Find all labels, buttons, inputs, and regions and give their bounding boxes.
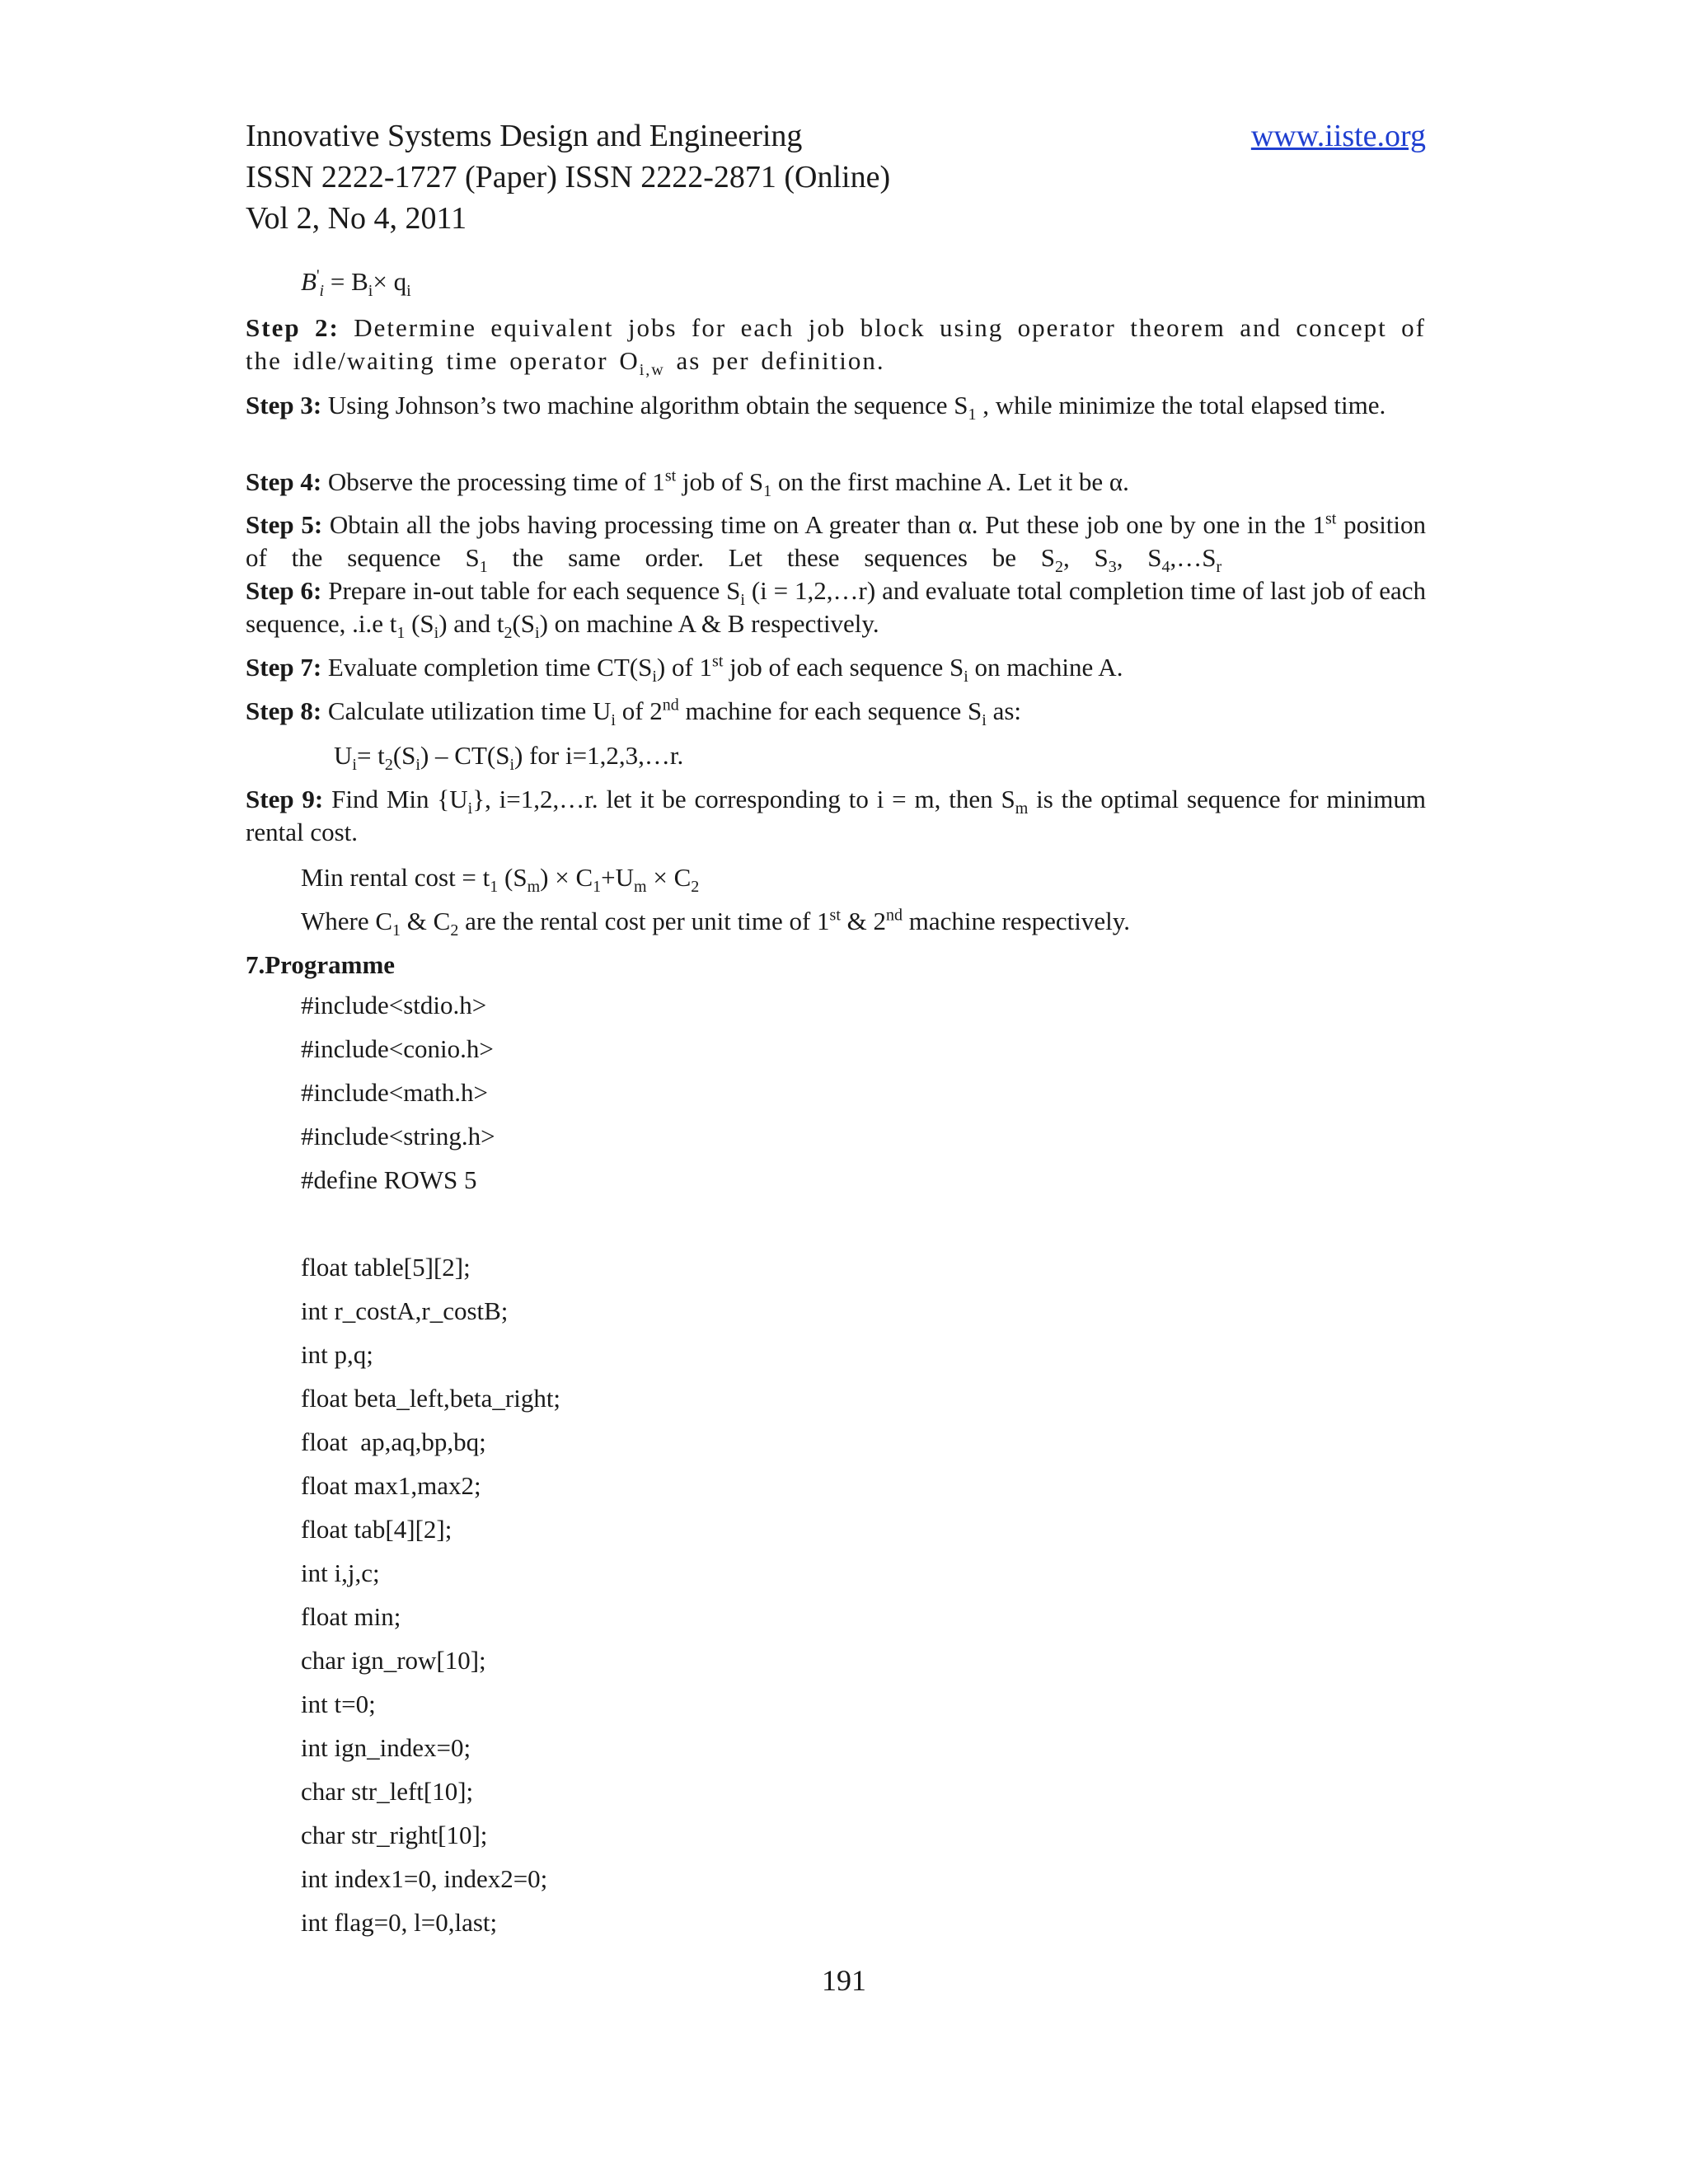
- step-2-text-b: as per definition.: [676, 346, 885, 375]
- step-7-sup: st: [712, 652, 724, 671]
- code-line: int flag=0, l=0,last;: [301, 1908, 498, 1937]
- step-8-sup: nd: [662, 696, 679, 715]
- code-line: int p,q;: [301, 1340, 373, 1369]
- code-line: #include<string.h>: [301, 1122, 495, 1151]
- code-line: char ign_row[10];: [301, 1646, 486, 1675]
- journal-url-link[interactable]: www.iiste.org: [1250, 119, 1426, 153]
- step-8-formula: [334, 739, 1426, 775]
- step-8-formula-sub-3: i: [415, 756, 420, 775]
- step-5-sub-1: 1: [479, 558, 488, 577]
- code-line: int index1=0, index2=0;: [301, 1864, 548, 1893]
- code-line: float table[5][2];: [301, 1253, 471, 1282]
- step-2-text-a: Determine equivalent jobs for each job block using operator theorem and concept of the idle/waiting time operator O: [246, 313, 1427, 375]
- step-8: [246, 695, 1426, 728]
- step-6-sub-4: 2: [504, 624, 513, 643]
- step-6-text-e: (S: [512, 609, 536, 638]
- where-text-b: & C: [406, 907, 451, 935]
- step-6-text-d: ) and t: [438, 609, 504, 638]
- step-6-text-a: Prepare in-out table for each sequence S: [328, 576, 741, 605]
- min-rental-text-c: ) × C: [540, 863, 593, 892]
- code-line: int r_costA,r_costB;: [301, 1296, 509, 1325]
- section-heading: [246, 949, 1426, 982]
- step-7-text-b: ) of 1: [656, 653, 713, 682]
- step-8-text-b: of 2: [621, 696, 663, 725]
- code-line: int i,j,c;: [301, 1558, 380, 1587]
- step-6-label: Step 6:: [246, 576, 322, 605]
- step-8-label: Step 8:: [246, 696, 322, 725]
- step-4-sub: 1: [763, 482, 772, 501]
- where-text-e: machine respectively.: [908, 907, 1131, 935]
- step-8-formula-sub-1: i: [352, 756, 357, 775]
- step-5-text-f: ,…S: [1170, 543, 1217, 572]
- step-8-formula-b: = t: [356, 741, 385, 770]
- step-8-sub-1: i: [611, 711, 616, 730]
- step-7-sub-2: i: [964, 668, 968, 687]
- code-line: #include<math.h>: [301, 1078, 488, 1107]
- step-5-text-d: , S: [1062, 543, 1109, 572]
- where-sub-2: 2: [450, 921, 459, 940]
- step-5-sub-2: 2: [1054, 558, 1063, 577]
- step-7: [246, 651, 1426, 687]
- step-7-text-a: Evaluate completion time CT(S: [327, 653, 653, 682]
- step-9-text-c: is the optimal sequence for minimum rental cost.: [246, 785, 1427, 846]
- step-6-text-c: (S: [411, 609, 434, 638]
- formula-lhs-sup: ': [316, 266, 320, 285]
- step-8-formula-sub-4: i: [509, 756, 515, 775]
- step-5-sub-5: r: [1216, 558, 1222, 577]
- min-rental-text-b: (S: [504, 863, 528, 892]
- volume-line: Vol 2, No 4, 2011: [246, 201, 467, 236]
- step-6-sub-1: i: [740, 591, 745, 610]
- step-8-sub-2: i: [982, 711, 987, 730]
- formula-rhs-tail: × q: [373, 267, 407, 296]
- code-line: #include<stdio.h>: [301, 991, 487, 1019]
- where-text-d: & 2: [846, 907, 886, 935]
- step-8-text-d: as:: [992, 696, 1022, 725]
- where-text-a: Where C: [301, 907, 393, 935]
- step-5-text-a: Obtain all the jobs having processing time on A greater than α. Put these job one by one in the 1: [329, 510, 1326, 539]
- step-8-formula-d: ) – CT(S: [420, 741, 510, 770]
- step-9-sub-2: m: [1015, 799, 1029, 818]
- step-6: [246, 574, 1427, 643]
- min-rental-sub-1: 1: [490, 878, 499, 897]
- min-rental-sub-5: 2: [691, 878, 700, 897]
- step-7-label: Step 7:: [246, 653, 322, 682]
- step-8-formula-e: ) for i=1,2,3,…r.: [514, 741, 684, 770]
- step-4-text-b: job of S: [682, 467, 764, 496]
- step-3-label: Step 3:: [246, 391, 322, 419]
- code-line: float ap,aq,bp,bq;: [301, 1427, 486, 1456]
- formula-lhs-sub: i: [319, 282, 325, 301]
- step-8-formula-a: U: [334, 741, 353, 770]
- issn-line: ISSN 2222-1727 (Paper) ISSN 2222-2871 (Online): [246, 160, 891, 194]
- step-4: [246, 466, 1426, 499]
- formula-b-prime: [301, 265, 1426, 301]
- step-5-sup: st: [1325, 509, 1337, 528]
- step-6-text-f: ) on machine A & B respectively.: [539, 609, 879, 638]
- formula-rhs: = B: [330, 267, 368, 296]
- page-header: [246, 115, 1426, 239]
- min-rental-text-a: Min rental cost = t: [301, 863, 490, 892]
- step-5-text-b: position of the sequence S: [246, 510, 1427, 572]
- code-line: float max1,max2;: [301, 1471, 481, 1500]
- step-7-sub-1: i: [652, 668, 657, 687]
- step-2-sub: i,w: [639, 361, 665, 380]
- page-number: 191: [822, 1964, 866, 1997]
- min-rental-sub-3: 1: [593, 878, 602, 897]
- step-6-sub-2: 1: [396, 624, 406, 643]
- step-4-sup: st: [664, 466, 677, 485]
- step-8-text-a: Calculate utilization time U: [327, 696, 612, 725]
- code-line: float min;: [301, 1602, 401, 1631]
- step-6-sub-3: i: [434, 624, 439, 643]
- min-rental-sub-2: m: [527, 878, 541, 897]
- step-8-formula-c: (S: [392, 741, 416, 770]
- min-rental-cost-formula: [301, 861, 1426, 897]
- code-line: char str_left[10];: [301, 1777, 474, 1806]
- step-4-text-a: Observe the processing time of 1: [327, 467, 665, 496]
- step-5-sub-4: 4: [1161, 558, 1170, 577]
- where-sup-1: st: [829, 906, 841, 925]
- step-4-text-c: on the first machine A. Let it be α.: [777, 467, 1129, 496]
- formula-rhs-tail-sub: i: [406, 282, 411, 301]
- step-5-sub-3: 3: [1108, 558, 1117, 577]
- step-8-formula-sub-2: 2: [384, 756, 393, 775]
- rental-cost-definition: [301, 905, 1426, 938]
- step-7-text-c: job of each sequence S: [729, 653, 964, 682]
- step-9-text-b: }, i=1,2,…r. let it be corresponding to i = m, then S: [472, 785, 1015, 813]
- step-9-text-a: Find Min {U: [331, 785, 468, 813]
- code-line: #define ROWS 5: [301, 1165, 477, 1194]
- step-3-sub: 1: [968, 405, 977, 424]
- formula-lhs: B: [301, 267, 316, 296]
- step-5: [246, 509, 1427, 577]
- step-4-label: Step 4:: [246, 467, 322, 496]
- code-line: char str_right[10];: [301, 1821, 488, 1849]
- step-3-text-b: , while minimize the total elapsed time.: [982, 391, 1386, 419]
- step-9: [246, 783, 1426, 849]
- step-2-label: Step 2:: [246, 313, 340, 342]
- step-9-sub-1: i: [467, 799, 473, 818]
- step-7-text-d: on machine A.: [974, 653, 1123, 682]
- step-5-text-c: the same order. Let these sequences be S: [512, 543, 1055, 572]
- where-sub-1: 1: [392, 921, 401, 940]
- where-sup-2: nd: [886, 906, 903, 925]
- where-text-c: are the rental cost per unit time of 1: [465, 907, 830, 935]
- code-line: #include<conio.h>: [301, 1034, 494, 1063]
- step-2: [246, 312, 1427, 380]
- step-6-text-b: (i = 1,2,…r) and evaluate total completion time of last job of each sequence, .i.e t: [246, 576, 1427, 638]
- step-6-sub-5: i: [535, 624, 540, 643]
- min-rental-text-e: × C: [653, 863, 692, 892]
- code-line: int t=0;: [301, 1690, 376, 1718]
- code-line: float beta_left,beta_right;: [301, 1384, 561, 1413]
- step-9-label: Step 9:: [246, 785, 324, 813]
- code-line: float tab[4][2];: [301, 1515, 452, 1544]
- min-rental-text-d: +U: [601, 863, 635, 892]
- section-title: 7.Programme: [246, 950, 396, 979]
- step-5-text-e: , S: [1116, 543, 1162, 572]
- min-rental-sub-4: m: [634, 878, 647, 897]
- step-8-text-c: machine for each sequence S: [685, 696, 982, 725]
- journal-title: Innovative Systems Design and Engineering: [246, 119, 803, 153]
- step-5-label: Step 5:: [246, 510, 323, 539]
- step-3-text-a: Using Johnson’s two machine algorithm obtain the sequence S: [327, 391, 968, 419]
- step-3: [246, 389, 1426, 422]
- formula-rhs-sub: i: [368, 282, 373, 301]
- code-line: int ign_index=0;: [301, 1733, 471, 1762]
